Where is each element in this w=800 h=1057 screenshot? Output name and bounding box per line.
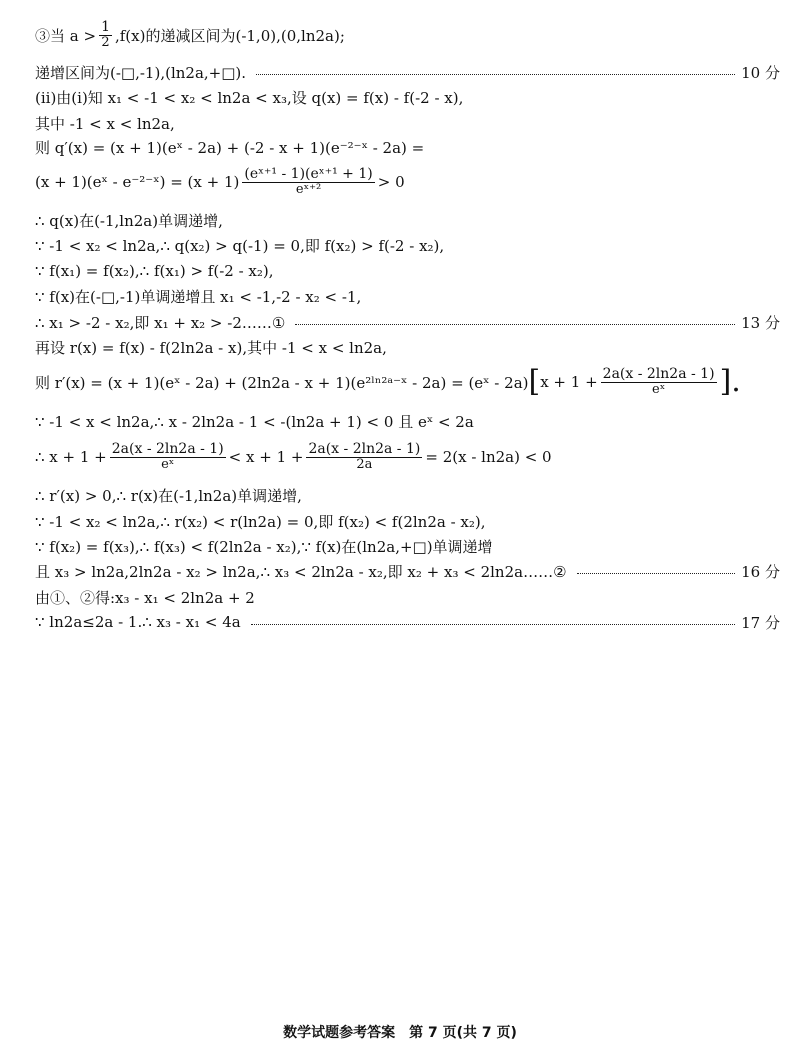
line-13: 则 r′(x) = (x + 1)(eˣ - 2a) + (2ln2a - x + 1)(e²ˡⁿ²ᵃ⁻ˣ - 2a) = (eˣ - 2a) [ x + 1 + $\frac{2a(x - 2\ln 2a - 1)}{\text{eˣ}}$ ]. — [35, 364, 741, 399]
fraction: $\frac{1}{2}$ — [101, 18, 110, 51]
line-15: ∴ x + 1 + $\frac{2a(x - 2\ln 2a - 1)}{\text{eˣ}}$ < x + 1 + $\frac{2a(x - 2\ln 2a - 1)}{2a}$ = 2(x - ln2a) < 0 — [35, 440, 552, 473]
dot-leader — [295, 324, 735, 325]
line-2: 递增区间为(-□,-1),(ln2a,+□). 10 分 — [35, 63, 780, 82]
line-6: (x + 1)(eˣ - e⁻²⁻ˣ) = (x + 1) $\frac{\text{(eˣ⁺¹ - 1)(eˣ⁺¹ + 1)}}{\text{eˣ⁺²}}$ > 0 — [35, 165, 405, 198]
fraction: $\frac{\text{(eˣ⁺¹ - 1)(eˣ⁺¹ + 1)}}{\text{eˣ⁺²}}$ — [244, 165, 373, 198]
dot-leader — [577, 573, 736, 574]
fraction: $\frac{2a(x - 2\ln 2a - 1)}{2a}$ — [308, 440, 421, 473]
line-1: ③当 a > $\frac{1}{2}$ ,f(x)的递减区间为(-1,0),(0,ln2a); — [35, 18, 345, 51]
line-17: ∵ -1 < x₂ < ln2a,∴ r(x₂) < r(ln2a) = 0,即 f(x₂) < f(2ln2a - x₂), — [35, 512, 486, 531]
dot-leader — [251, 624, 735, 625]
line-19: 且 x₃ > ln2a,2ln2a - x₂ > ln2a,∴ x₃ < 2ln2a - x₂,即 x₂ + x₃ < 2ln2a……② 16 分 — [35, 562, 780, 581]
line-8: ∵ -1 < x₂ < ln2a,∴ q(x₂) > q(-1) = 0,即 f(x₂) > f(-2 - x₂), — [35, 236, 445, 255]
line-7: ∴ q(x)在(-1,ln2a)单调递增, — [35, 211, 223, 230]
fraction: $\frac{2a(x - 2\ln 2a - 1)}{\text{eˣ}}$ — [111, 440, 224, 473]
line-12: 再设 r(x) = f(x) - f(2ln2a - x),其中 -1 < x < ln2a, — [35, 338, 387, 357]
score-label: 17 分 — [741, 613, 780, 632]
score-label: 13 分 — [741, 313, 780, 332]
line-4: 其中 -1 < x < ln2a, — [35, 114, 175, 133]
line-11: ∴ x₁ > -2 - x₂,即 x₁ + x₂ > -2……① 13 分 — [35, 313, 780, 332]
fraction: $\frac{2a(x - 2\ln 2a - 1)}{\text{eˣ}}$ — [602, 365, 715, 398]
dot-leader — [256, 74, 735, 75]
line-10: ∵ f(x)在(-□,-1)单调递增且 x₁ < -1,-2 - x₂ < -1, — [35, 287, 362, 306]
line-20: 由①、②得:x₃ - x₁ < 2ln2a + 2 — [35, 588, 255, 607]
line-14: ∵ -1 < x < ln2a,∴ x - 2ln2a - 1 < -(ln2a + 1) < 0 且 eˣ < 2a — [35, 412, 474, 431]
score-label: 16 分 — [741, 562, 780, 581]
line-5: 则 q′(x) = (x + 1)(eˣ - 2a) + (-2 - x + 1)(e⁻²⁻ˣ - 2a) = — [35, 138, 425, 157]
line-18: ∵ f(x₂) = f(x₃),∴ f(x₃) < f(2ln2a - x₂),∵ f(x)在(ln2a,+□)单调递增 — [35, 537, 493, 556]
line-9: ∵ f(x₁) = f(x₂),∴ f(x₁) > f(-2 - x₂), — [35, 262, 274, 280]
score-label: 10 分 — [741, 63, 780, 82]
line-16: ∴ r′(x) > 0,∴ r(x)在(-1,ln2a)单调递增, — [35, 486, 302, 505]
line-3: (ⅱ)由(ⅰ)知 x₁ < -1 < x₂ < ln2a < x₃,设 q(x) = f(x) - f(-2 - x), — [35, 88, 464, 107]
line-21: ∵ ln2a≤2a - 1.∴ x₃ - x₁ < 4a 17 分 — [35, 613, 780, 632]
page-footer: 数学试题参考答案 第 7 页(共 7 页) — [283, 1025, 517, 1041]
